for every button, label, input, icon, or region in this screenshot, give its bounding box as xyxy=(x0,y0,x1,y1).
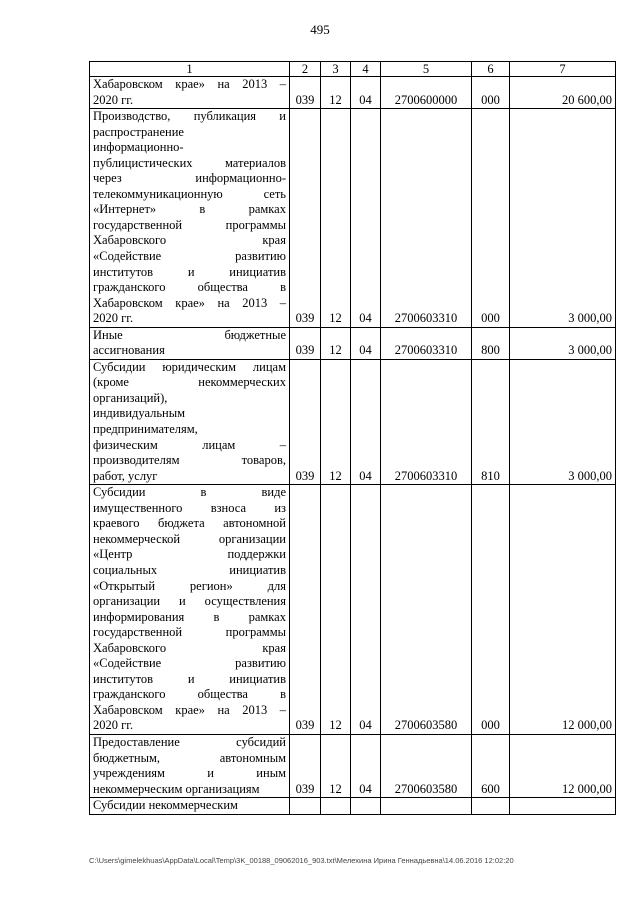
row-code-expense-type xyxy=(472,798,510,815)
header-col-1: 1 xyxy=(90,62,290,77)
description-line: (кроме некоммерческих xyxy=(93,375,286,390)
row-code-subsection: 04 xyxy=(351,327,381,359)
row-code-expense-type: 000 xyxy=(472,77,510,109)
description-line: «Интернет» в рамках xyxy=(93,202,286,217)
description-line: институтов и инициатив xyxy=(93,671,286,686)
table-row xyxy=(90,734,616,797)
table-row xyxy=(90,327,616,359)
row-amount: 12 000,00 xyxy=(510,485,616,735)
description-line: имущественного взноса из xyxy=(93,500,286,515)
row-code-target: 2700603310 xyxy=(381,359,472,484)
description-line: «Содействие развитию xyxy=(93,249,286,264)
description-line: ассигнования xyxy=(93,343,165,358)
description-line: организаций), xyxy=(93,390,168,405)
description-line: через информационно- xyxy=(93,171,286,186)
row-code-ministry: 039 xyxy=(290,327,321,359)
description-line: предпринимателям, xyxy=(93,422,198,437)
row-amount xyxy=(510,798,616,815)
description-line: «Центр поддержки xyxy=(93,547,286,562)
description-line: Субсидии юридическим лицам xyxy=(93,359,286,374)
row-code-subsection: 04 xyxy=(351,109,381,328)
header-col-2: 2 xyxy=(290,62,321,77)
table-header-row xyxy=(90,62,616,77)
row-code-ministry: 039 xyxy=(290,109,321,328)
row-code-subsection: 04 xyxy=(351,485,381,735)
row-description xyxy=(90,109,290,328)
description-line: Иные бюджетные xyxy=(93,327,286,342)
description-line: институтов и инициатив xyxy=(93,264,286,279)
row-code-target xyxy=(381,798,472,815)
row-code-expense-type: 800 xyxy=(472,327,510,359)
description-line: гражданского общества в xyxy=(93,280,286,295)
description-line: Хабаровском крае» на 2013 – xyxy=(93,295,286,310)
row-description xyxy=(90,359,290,484)
budget-table xyxy=(89,61,616,815)
table-row xyxy=(90,359,616,484)
row-code-ministry: 039 xyxy=(290,77,321,109)
description-line: 2020 гг. xyxy=(93,92,134,107)
description-line: «Содействие развитию xyxy=(93,656,286,671)
header-col-5: 5 xyxy=(381,62,472,77)
row-code-ministry: 039 xyxy=(290,734,321,797)
row-code-section: 12 xyxy=(321,485,351,735)
description-line: распространение xyxy=(93,124,184,139)
row-code-target: 2700603310 xyxy=(381,109,472,328)
row-amount: 12 000,00 xyxy=(510,734,616,797)
row-code-ministry: 039 xyxy=(290,485,321,735)
header-col-7: 7 xyxy=(510,62,616,77)
row-description xyxy=(90,734,290,797)
description-line: информационно- xyxy=(93,140,184,155)
row-code-subsection: 04 xyxy=(351,734,381,797)
description-line: «Открытый регион» для xyxy=(93,578,286,593)
description-line: организации и осуществления xyxy=(93,594,286,609)
row-amount: 3 000,00 xyxy=(510,359,616,484)
row-description xyxy=(90,77,290,109)
header-col-4: 4 xyxy=(351,62,381,77)
description-line: телекоммуникационную сеть xyxy=(93,186,286,201)
row-amount: 3 000,00 xyxy=(510,327,616,359)
row-code-ministry xyxy=(290,798,321,815)
table-row xyxy=(90,77,616,109)
row-description xyxy=(90,485,290,735)
page-number: 495 xyxy=(310,22,330,37)
description-line: Производство, публикация и xyxy=(93,109,286,124)
description-line: Субсидии некоммерческим xyxy=(93,798,238,813)
description-line: физическим лицам – xyxy=(93,437,286,452)
row-code-section: 12 xyxy=(321,109,351,328)
row-code-ministry: 039 xyxy=(290,359,321,484)
description-line: бюджетным, автономным xyxy=(93,750,286,765)
row-code-expense-type: 000 xyxy=(472,485,510,735)
table-row xyxy=(90,485,616,735)
row-code-subsection xyxy=(351,798,381,815)
description-line: Хабаровском крае» на 2013 – xyxy=(93,702,286,717)
row-description xyxy=(90,798,290,815)
footer-file-path: C:\Users\gimelekhuas\AppData\Local\Temp\3K_00188_09062016_903.txt\Мелехина Ирина Геннадьевна\14.06.2016 12:02:20 xyxy=(89,856,514,865)
description-line: публицистических материалов xyxy=(93,155,286,170)
row-code-section: 12 xyxy=(321,77,351,109)
table-row xyxy=(90,798,616,815)
description-line: работ, услуг xyxy=(93,468,158,483)
description-line: учреждениям и иным xyxy=(93,766,286,781)
description-line: Хабаровского края xyxy=(93,640,286,655)
description-line: Хабаровского края xyxy=(93,233,286,248)
row-code-expense-type: 600 xyxy=(472,734,510,797)
row-code-subsection: 04 xyxy=(351,359,381,484)
description-line: Субсидии в виде xyxy=(93,485,286,500)
description-line: информирования в рамках xyxy=(93,609,286,624)
row-code-subsection: 04 xyxy=(351,77,381,109)
description-line: государственной программы xyxy=(93,625,286,640)
row-code-section: 12 xyxy=(321,734,351,797)
row-code-section xyxy=(321,798,351,815)
header-col-6: 6 xyxy=(472,62,510,77)
row-code-target: 2700603580 xyxy=(381,734,472,797)
description-line: производителям товаров, xyxy=(93,453,286,468)
description-line: некоммерческим организациям xyxy=(93,781,260,796)
row-code-target: 2700603580 xyxy=(381,485,472,735)
description-line: гражданского общества в xyxy=(93,687,286,702)
description-line: Хабаровском крае» на 2013 – xyxy=(93,77,286,91)
header-col-3: 3 xyxy=(321,62,351,77)
row-amount: 20 600,00 xyxy=(510,77,616,109)
row-code-target: 2700600000 xyxy=(381,77,472,109)
table-row xyxy=(90,109,616,328)
description-line: Предоставление субсидий xyxy=(93,734,286,749)
description-line: 2020 гг. xyxy=(93,311,134,326)
description-line: краевого бюджета автономной xyxy=(93,516,286,531)
row-code-section: 12 xyxy=(321,359,351,484)
row-code-expense-type: 810 xyxy=(472,359,510,484)
row-code-section: 12 xyxy=(321,327,351,359)
description-line: социальных инициатив xyxy=(93,562,286,577)
row-description xyxy=(90,327,290,359)
description-line: государственной программы xyxy=(93,217,286,232)
description-line: индивидуальным xyxy=(93,406,186,421)
description-line: 2020 гг. xyxy=(93,718,134,733)
row-amount: 3 000,00 xyxy=(510,109,616,328)
row-code-expense-type: 000 xyxy=(472,109,510,328)
row-code-target: 2700603310 xyxy=(381,327,472,359)
description-line: некоммерческой организации xyxy=(93,531,286,546)
